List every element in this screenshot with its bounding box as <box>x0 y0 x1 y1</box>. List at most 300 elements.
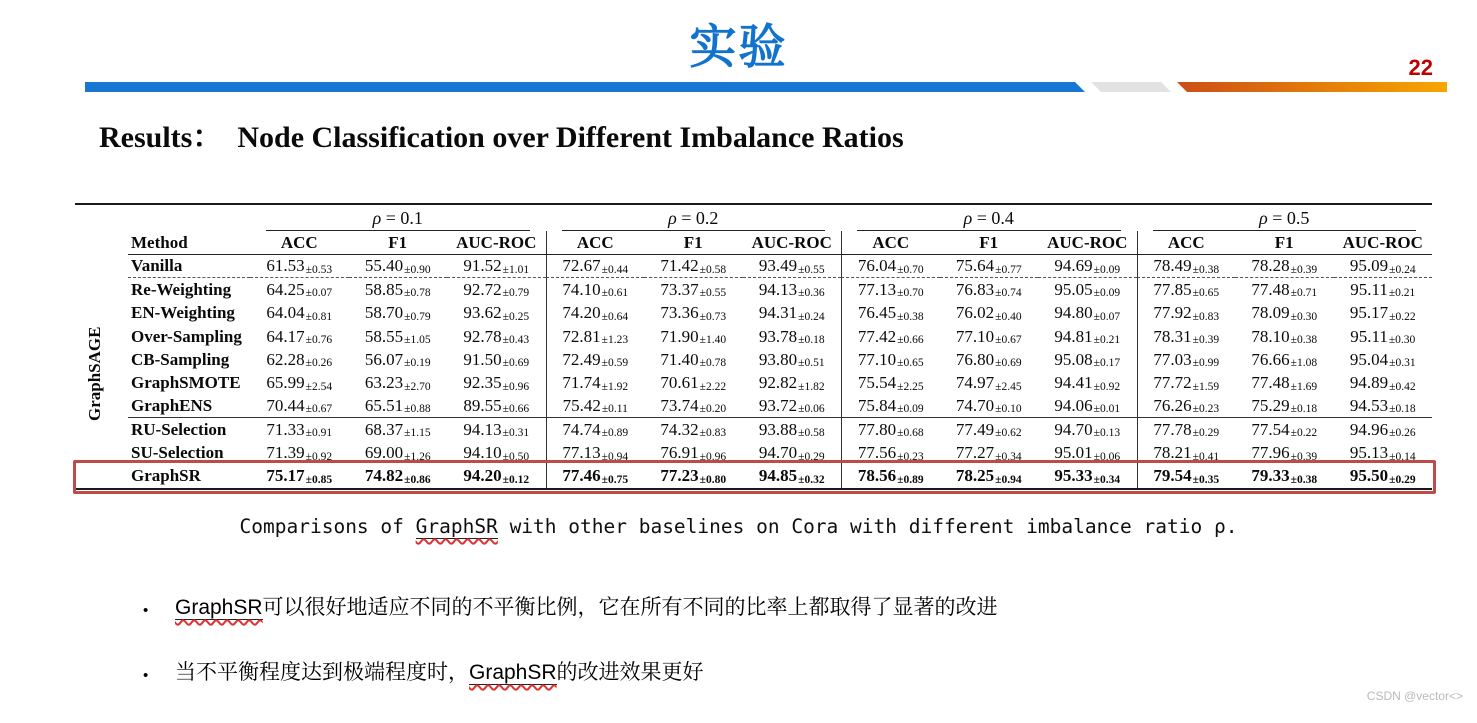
data-cell <box>1334 418 1433 441</box>
column-header: ACC <box>1137 231 1236 255</box>
data-cell <box>1235 371 1334 394</box>
data-cell <box>940 395 1039 418</box>
metric-std: ±0.67 <box>305 403 333 416</box>
group-header <box>841 205 1137 231</box>
data-cell <box>644 348 743 371</box>
metric-value: 78.10 <box>1251 326 1290 346</box>
data-cell <box>841 348 940 371</box>
metric-value: 74.70 <box>955 395 995 415</box>
results-heading: Results： Node Classification over Different Imbalance Ratios <box>99 121 904 154</box>
data-cell <box>743 325 842 348</box>
metric-std: ±0.30 <box>1388 334 1416 347</box>
metric-value: 95.13 <box>1349 443 1389 463</box>
group-header-label: ρ = 0.5 <box>1153 208 1417 231</box>
metric-std: ±0.38 <box>1290 473 1318 486</box>
metric-std: ±0.07 <box>1093 310 1121 323</box>
data-cell <box>546 395 645 418</box>
metric-std: ±0.43 <box>502 334 530 347</box>
data-cell <box>644 302 743 325</box>
method-cell: Vanilla <box>128 255 250 278</box>
metric-std: ±1.15 <box>404 427 431 440</box>
metric-std: ±0.20 <box>699 403 727 416</box>
metric-value: 77.10 <box>955 326 995 346</box>
metric-std: ±0.70 <box>897 263 924 276</box>
data-cell <box>1235 395 1334 418</box>
metric-value: 94.31 <box>758 303 798 323</box>
metric-std: ±0.23 <box>897 450 924 463</box>
metric-std: ±0.58 <box>798 427 825 440</box>
column-header: AUC-ROC <box>447 231 546 255</box>
metric-value: 92.72 <box>463 279 502 299</box>
data-cell <box>1038 441 1137 464</box>
metric-std: ±0.69 <box>502 357 530 370</box>
column-header: F1 <box>940 231 1039 255</box>
data-cell <box>940 325 1039 348</box>
metric-std: ±0.65 <box>1192 287 1220 300</box>
data-cell <box>1137 278 1236 301</box>
metric-value: 71.74 <box>562 373 601 393</box>
data-cell <box>841 302 940 325</box>
metric-value: 95.04 <box>1349 349 1389 369</box>
metric-value: 71.90 <box>660 326 699 346</box>
metric-std: ±0.06 <box>1093 450 1121 463</box>
data-cell <box>841 465 940 488</box>
column-header: ACC <box>841 231 940 255</box>
method-cell: Re-Weighting <box>131 279 232 299</box>
metric-value: 94.20 <box>463 466 502 486</box>
metric-value: 94.85 <box>758 466 798 486</box>
metric-value: 65.99 <box>266 373 305 393</box>
metric-std: ±1.08 <box>1290 357 1318 370</box>
data-cell <box>546 302 645 325</box>
metric-std: ±0.30 <box>1290 310 1318 323</box>
metric-std: ±2.70 <box>404 380 431 393</box>
metric-std: ±1.05 <box>404 334 431 347</box>
metric-value: 92.35 <box>463 373 502 393</box>
metric-std: ±0.32 <box>798 473 825 486</box>
group-header <box>250 205 546 231</box>
metric-value: 93.88 <box>758 419 798 439</box>
metric-value: 72.67 <box>562 256 601 276</box>
data-cell <box>1334 441 1433 464</box>
metric-std: ±0.07 <box>305 287 333 300</box>
data-cell <box>1334 278 1433 301</box>
metric-std: ±0.14 <box>1389 450 1416 463</box>
metric-value: 74.20 <box>562 303 601 323</box>
data-cell <box>743 302 842 325</box>
data-cell <box>546 278 645 301</box>
data-cell <box>447 302 546 325</box>
data-cell <box>1137 325 1236 348</box>
metric-value: 78.31 <box>1153 326 1192 346</box>
method-cell: GraphENS <box>128 395 250 418</box>
metric-std: ±0.78 <box>699 357 727 370</box>
method-cell: CB-Sampling <box>131 349 230 369</box>
metric-value: 77.27 <box>955 443 995 463</box>
metric-std: ±0.21 <box>1093 334 1121 347</box>
metric-std: ±0.61 <box>601 287 629 300</box>
metric-value: 76.83 <box>955 279 995 299</box>
metric-std: ±0.09 <box>1093 287 1121 300</box>
data-cell <box>250 465 349 488</box>
column-header: AUC-ROC <box>1038 231 1137 255</box>
data-cell <box>1334 255 1433 278</box>
metric-value: 64.17 <box>266 326 305 346</box>
data-cell <box>1137 255 1236 278</box>
data-cell <box>447 371 546 394</box>
data-cell <box>841 441 940 464</box>
metric-std: ±1.59 <box>1192 380 1220 393</box>
metric-std: ±0.96 <box>502 380 530 393</box>
metric-value: 61.53 <box>266 256 305 276</box>
divider-blue-segment <box>85 82 1085 92</box>
metric-value: 75.17 <box>266 466 305 486</box>
metric-std: ±0.89 <box>601 427 629 440</box>
metric-value: 75.54 <box>857 373 897 393</box>
row-group-spacer <box>75 231 128 255</box>
data-cell <box>940 465 1039 488</box>
metric-value: 94.13 <box>463 419 502 439</box>
column-header: F1 <box>1235 231 1334 255</box>
metric-value: 95.01 <box>1054 443 1093 463</box>
metric-value: 94.13 <box>758 279 798 299</box>
group-header-label: ρ = 0.4 <box>857 208 1121 231</box>
metric-std: ±0.26 <box>1389 427 1416 440</box>
group-header <box>546 205 842 231</box>
data-cell <box>546 348 645 371</box>
metric-value: 93.80 <box>758 349 798 369</box>
metric-value: 78.28 <box>1251 256 1290 276</box>
metric-value: 74.74 <box>562 419 601 439</box>
column-header: ACC <box>250 231 349 255</box>
data-cell <box>349 255 448 278</box>
metric-std: ±2.25 <box>897 380 924 393</box>
metric-value: 76.66 <box>1251 349 1290 369</box>
metric-value: 94.69 <box>1054 256 1093 276</box>
metric-value: 77.13 <box>562 443 601 463</box>
metric-std: ±0.18 <box>1290 403 1318 416</box>
metric-value: 72.49 <box>562 349 601 369</box>
metric-value: 74.10 <box>562 279 601 299</box>
metric-value: 77.10 <box>857 349 897 369</box>
method-cell: RU-Selection <box>131 419 227 439</box>
metric-std: ±0.11 <box>601 403 628 416</box>
data-cell <box>349 441 448 464</box>
metric-std: ±0.25 <box>502 310 530 323</box>
metric-std: ±0.89 <box>897 473 924 486</box>
metric-std: ±0.92 <box>1093 380 1121 393</box>
data-cell <box>546 465 645 488</box>
data-cell <box>940 348 1039 371</box>
metric-std: ±0.51 <box>798 357 825 370</box>
data-cell <box>940 278 1039 301</box>
metric-value: 78.49 <box>1153 256 1192 276</box>
metric-std: ±1.23 <box>601 334 629 347</box>
data-cell <box>1038 302 1137 325</box>
data-cell <box>1334 465 1433 488</box>
data-cell <box>940 255 1039 278</box>
data-cell <box>250 418 349 441</box>
data-cell <box>1038 371 1137 394</box>
metric-value: 55.40 <box>364 256 404 276</box>
metric-std: ±0.86 <box>404 473 431 486</box>
metric-std: ±0.26 <box>305 357 333 370</box>
metric-std: ±0.77 <box>995 263 1022 276</box>
column-header: ACC <box>546 231 645 255</box>
data-cell <box>1334 395 1433 418</box>
metric-std: ±0.66 <box>502 403 530 416</box>
data-cell <box>1334 371 1433 394</box>
results-table <box>75 203 1432 490</box>
data-cell <box>1235 278 1334 301</box>
metric-std: ±0.36 <box>798 287 825 300</box>
bullet-text <box>175 658 704 687</box>
metric-value: 76.04 <box>857 256 897 276</box>
data-cell <box>349 278 448 301</box>
metric-value: 64.04 <box>266 303 305 323</box>
data-cell <box>1235 441 1334 464</box>
group-header-label: ρ = 0.2 <box>562 208 826 231</box>
data-cell <box>349 418 448 441</box>
group-header <box>1137 205 1433 231</box>
data-cell <box>1137 441 1236 464</box>
metric-value: 77.92 <box>1153 303 1192 323</box>
metric-value: 77.49 <box>955 419 995 439</box>
data-cell <box>841 395 940 418</box>
bullet-segment: 当不平衡程度达到极端程度时， <box>175 661 469 684</box>
metric-std: ±0.01 <box>1093 403 1121 416</box>
metric-value: 75.84 <box>857 395 897 415</box>
metric-value: 77.54 <box>1251 419 1290 439</box>
column-header: F1 <box>644 231 743 255</box>
metric-std: ±0.40 <box>995 310 1022 323</box>
metric-value: 71.39 <box>266 443 305 463</box>
metric-value: 76.02 <box>955 303 995 323</box>
metric-std: ±0.23 <box>1192 403 1220 416</box>
metric-std: ±1.26 <box>404 450 431 463</box>
metric-std: ±0.68 <box>897 427 924 440</box>
data-cell <box>1038 278 1137 301</box>
metric-value: 78.21 <box>1153 443 1192 463</box>
metric-value: 75.29 <box>1251 395 1290 415</box>
data-cell <box>644 371 743 394</box>
page-number: 22 <box>1408 55 1433 80</box>
metric-value: 63.23 <box>364 373 404 393</box>
results-table-wrap <box>75 203 1432 490</box>
metric-std: ±0.76 <box>305 334 333 347</box>
metric-value: 94.96 <box>1349 419 1389 439</box>
metric-std: ±0.69 <box>995 357 1022 370</box>
metric-std: ±0.62 <box>995 427 1022 440</box>
data-cell <box>1235 325 1334 348</box>
metric-value: 70.44 <box>266 395 305 415</box>
metric-value: 95.09 <box>1349 256 1389 276</box>
metric-std: ±0.18 <box>1389 403 1416 416</box>
bullet-item <box>143 593 1417 625</box>
metric-value: 77.96 <box>1251 443 1290 463</box>
metric-std: ±0.06 <box>798 403 825 416</box>
metric-std: ±0.44 <box>601 263 629 276</box>
metric-value: 73.74 <box>660 395 699 415</box>
data-cell <box>743 465 842 488</box>
data-cell <box>743 278 842 301</box>
data-cell <box>546 325 645 348</box>
metric-value: 93.78 <box>758 326 798 346</box>
data-cell <box>546 255 645 278</box>
metric-value: 94.41 <box>1054 373 1093 393</box>
metric-std: ±1.82 <box>798 380 825 393</box>
data-cell <box>644 395 743 418</box>
data-cell <box>1235 255 1334 278</box>
data-cell <box>940 371 1039 394</box>
metric-std: ±0.39 <box>1290 263 1318 276</box>
table-corner-spacer <box>75 205 250 231</box>
metric-std: ±0.09 <box>1093 263 1121 276</box>
data-cell <box>1038 395 1137 418</box>
metric-std: ±0.31 <box>1389 357 1416 370</box>
metric-std: ±0.94 <box>601 450 629 463</box>
data-cell <box>644 255 743 278</box>
metric-std: ±0.55 <box>798 263 825 276</box>
data-cell <box>447 465 546 488</box>
metric-std: ±0.39 <box>1192 334 1220 347</box>
metric-value: 72.81 <box>562 326 601 346</box>
metric-value: 95.08 <box>1054 349 1093 369</box>
metric-std: ±0.70 <box>897 287 924 300</box>
bullets <box>143 593 1417 723</box>
metric-std: ±0.19 <box>404 357 431 370</box>
metric-value: 77.85 <box>1153 279 1192 299</box>
metric-std: ±0.21 <box>1388 287 1416 300</box>
data-cell <box>743 348 842 371</box>
data-cell <box>546 371 645 394</box>
metric-value: 74.82 <box>364 466 404 486</box>
metric-value: 74.97 <box>955 373 995 393</box>
metric-std: ±0.18 <box>798 334 825 347</box>
slide-title: 实验 <box>689 20 788 73</box>
metric-std: ±1.92 <box>601 380 629 393</box>
metric-value: 58.55 <box>364 326 404 346</box>
metric-value: 77.03 <box>1153 349 1192 369</box>
data-cell <box>841 371 940 394</box>
metric-value: 78.25 <box>955 466 995 486</box>
metric-std: ±0.31 <box>502 427 530 440</box>
metric-value: 76.45 <box>857 303 897 323</box>
data-cell <box>940 441 1039 464</box>
data-cell <box>250 348 349 371</box>
metric-value: 64.25 <box>266 279 305 299</box>
data-cell <box>841 255 940 278</box>
metric-value: 74.32 <box>660 419 699 439</box>
metric-std: ±0.53 <box>305 263 333 276</box>
metric-std: ±0.22 <box>1290 427 1318 440</box>
data-cell <box>349 465 448 488</box>
data-cell <box>841 325 940 348</box>
metric-std: ±0.96 <box>699 450 727 463</box>
data-cell <box>743 395 842 418</box>
data-cell <box>1235 348 1334 371</box>
metric-std: ±0.12 <box>502 473 530 486</box>
metric-std: ±2.54 <box>305 380 333 393</box>
data-cell <box>644 278 743 301</box>
metric-std: ±0.10 <box>995 403 1022 416</box>
data-cell <box>743 255 842 278</box>
bullet-text <box>175 593 998 622</box>
metric-value: 77.46 <box>562 466 601 486</box>
data-cell <box>1038 418 1137 441</box>
data-cell <box>1137 465 1236 488</box>
metric-std: ±0.74 <box>995 287 1022 300</box>
metric-value: 58.70 <box>364 303 404 323</box>
data-cell <box>1137 418 1236 441</box>
metric-std: ±0.39 <box>1290 450 1318 463</box>
bullet-segment: 可以很好地适应不同的不平衡比例，它在所有不同的比率上都取得了显著的改进 <box>262 596 998 619</box>
metric-std: ±2.22 <box>699 380 727 393</box>
metric-value: 95.11 <box>1350 326 1388 346</box>
metric-std: ±0.65 <box>897 357 924 370</box>
metric-value: 94.10 <box>463 443 502 463</box>
data-cell <box>349 348 448 371</box>
metric-std: ±0.41 <box>1192 450 1220 463</box>
method-cell: EN-Weighting <box>131 303 235 323</box>
metric-value: 94.70 <box>1054 419 1093 439</box>
data-cell <box>1235 302 1334 325</box>
metric-std: ±0.34 <box>1093 473 1121 486</box>
metric-value: 58.85 <box>364 279 404 299</box>
metric-value: 95.50 <box>1349 466 1389 486</box>
metric-std: ±0.38 <box>1290 334 1318 347</box>
data-cell <box>349 395 448 418</box>
metric-value: 76.26 <box>1153 395 1192 415</box>
metric-value: 78.56 <box>857 466 897 486</box>
data-cell <box>644 441 743 464</box>
divider-gray-segment <box>1091 82 1171 92</box>
metric-std: ±0.50 <box>502 450 530 463</box>
metric-std: ±1.40 <box>699 334 727 347</box>
bullet-icon: • <box>143 602 149 619</box>
metric-std: ±0.22 <box>1389 310 1416 323</box>
metric-std: ±0.78 <box>404 287 431 300</box>
group-header-label: ρ = 0.1 <box>266 208 530 231</box>
metric-value: 75.42 <box>562 395 601 415</box>
data-cell <box>1038 325 1137 348</box>
metric-value: 69.00 <box>364 443 404 463</box>
metric-value: 94.53 <box>1349 395 1389 415</box>
data-cell <box>1334 302 1433 325</box>
graphsr-term: GraphSR <box>175 596 263 619</box>
metric-std: ±0.79 <box>404 310 431 323</box>
metric-std: ±0.38 <box>1192 263 1220 276</box>
caption-graphsr-term: GraphSR <box>415 515 498 538</box>
metric-std: ±0.85 <box>305 473 333 486</box>
metric-std: ±0.29 <box>1192 427 1220 440</box>
metric-value: 62.28 <box>266 349 305 369</box>
metric-std: ±0.38 <box>897 310 924 323</box>
metric-value: 92.82 <box>758 373 798 393</box>
metric-value: 95.05 <box>1054 279 1093 299</box>
data-cell <box>546 418 645 441</box>
metric-std: ±0.71 <box>1290 287 1318 300</box>
metric-value: 77.42 <box>857 326 897 346</box>
metric-value: 91.52 <box>463 256 502 276</box>
data-cell <box>1038 465 1137 488</box>
metric-std: ±2.45 <box>995 380 1022 393</box>
data-cell <box>1235 465 1334 488</box>
metric-value: 73.37 <box>660 279 699 299</box>
data-cell <box>1137 302 1236 325</box>
metric-std: ±0.79 <box>502 287 530 300</box>
data-cell <box>349 325 448 348</box>
